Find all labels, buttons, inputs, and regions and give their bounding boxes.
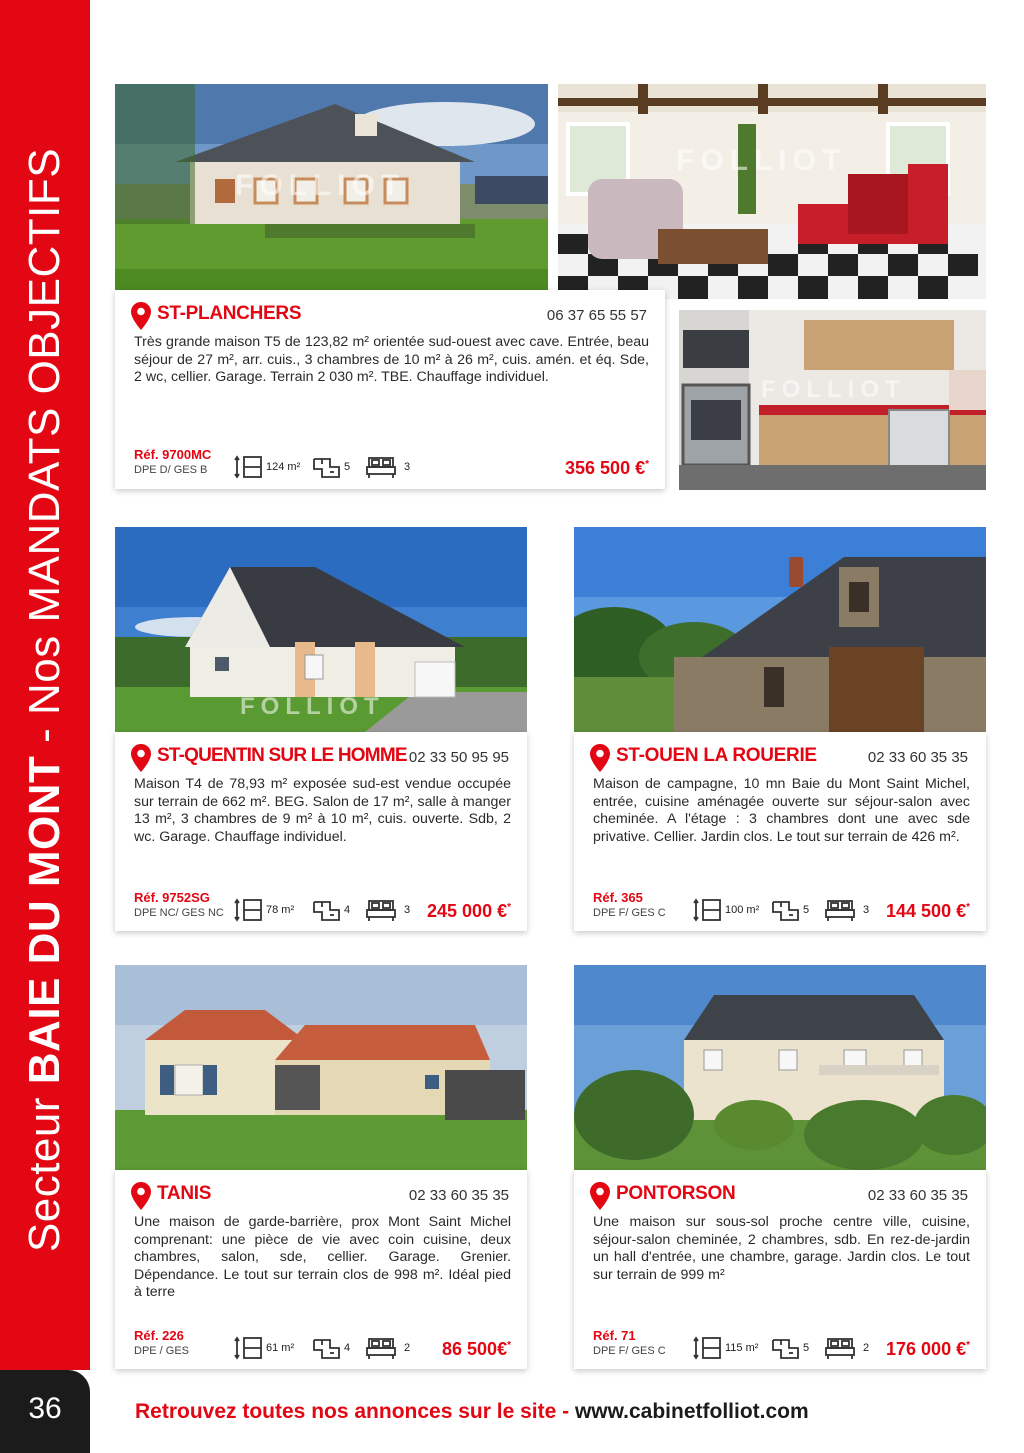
- listing-ref: Réf. 9752SG: [134, 890, 210, 905]
- location-pin-icon: [131, 744, 151, 772]
- surface-value: 100 m²: [725, 904, 760, 916]
- listing-price: [442, 1339, 511, 1360]
- listing-card-2[interactable]: [115, 732, 527, 931]
- sector-title: [20, 148, 70, 1252]
- listing-ref: Réf. 9700MC: [134, 447, 212, 462]
- rooms-icon: [771, 898, 801, 922]
- watermark: FOLLIOT: [676, 144, 847, 177]
- listing-city: ST-PLANCHERS: [157, 303, 302, 324]
- listing-4-photo-exterior: [115, 965, 527, 1170]
- listing-description: Une maison de garde-barrière, prox Mont Saint Michel comprenant: une pièce de vie avec coin cuisine, deux chambres, salon, sde, cellier. Garage. Grenier. Dépendance. Le tout sur terrain clos de 998 m². Idéal pied à terre: [134, 1214, 511, 1301]
- listing-1-photo-living-room: [558, 84, 986, 299]
- listing-ref: Réf. 365: [593, 890, 643, 905]
- surface-feature: [234, 898, 294, 922]
- bedrooms-value: 3: [404, 461, 411, 473]
- price-value: 176 000 €: [886, 1339, 967, 1359]
- listing-phone[interactable]: 02 33 50 95 95: [408, 749, 509, 766]
- surface-value: 78 m²: [266, 904, 295, 916]
- bedrooms-value: 3: [404, 904, 411, 916]
- rooms-value: 5: [803, 1342, 810, 1354]
- price-asterisk: *: [966, 902, 970, 913]
- bed-icon: [825, 898, 855, 922]
- bed-icon: [366, 1336, 396, 1360]
- surface-value: 115 m²: [725, 1342, 759, 1354]
- listing-city: TANIS: [157, 1183, 212, 1204]
- watermark: FOLLIOT: [761, 376, 906, 403]
- watermark: FOLLIOT: [240, 693, 385, 720]
- rooms-icon: [312, 455, 342, 479]
- surface-icon: [693, 1336, 723, 1360]
- location-pin-icon: [131, 1182, 151, 1210]
- listing-1-photo-kitchen: [679, 310, 986, 490]
- rooms-value: 5: [803, 904, 810, 916]
- listing-city: ST-QUENTIN SUR LE HOMME: [157, 745, 407, 766]
- bed-icon: [825, 1336, 855, 1360]
- surface-feature: [234, 1336, 294, 1360]
- listing-dpe: DPE F/ GES C: [593, 907, 666, 919]
- bed-icon: [366, 898, 396, 922]
- rooms-feature: [312, 1336, 350, 1360]
- listing-city: PONTORSON: [616, 1183, 736, 1204]
- price-asterisk: *: [645, 459, 649, 470]
- surface-feature: [693, 898, 759, 922]
- price-value: 356 500 €: [565, 458, 646, 478]
- listing-description: Une maison sur sous-sol proche centre ville, cuisine, séjour-salon cheminée, 2 chambres, sdb. En rez-de-jardin un hall d'entrée, une chambre, garage. Jardin clos. Le tout sur terrain de 999 m²: [593, 1214, 970, 1283]
- surface-icon: [234, 898, 264, 922]
- price-value: 86 500€: [442, 1339, 508, 1359]
- surface-icon: [234, 455, 264, 479]
- bedrooms-feature: [825, 1336, 869, 1360]
- bedrooms-feature: [366, 898, 410, 922]
- rooms-feature: [771, 1336, 809, 1360]
- rooms-feature: [771, 898, 809, 922]
- surface-feature: [693, 1336, 758, 1360]
- location-pin-icon: [590, 1182, 610, 1210]
- sector-suffix: - Nos MANDATS OBJECTIFS: [20, 147, 69, 756]
- listing-2-photo-exterior: [115, 527, 527, 732]
- rooms-value: 4: [344, 904, 351, 916]
- listing-dpe: DPE / GES: [134, 1345, 190, 1357]
- page-number: 36: [28, 1392, 62, 1425]
- location-pin-icon: [590, 744, 610, 772]
- bedrooms-value: 3: [863, 904, 870, 916]
- listing-card-1[interactable]: [115, 290, 665, 489]
- listing-city: ST-OUEN LA ROUERIE: [616, 745, 817, 766]
- listing-price: [565, 458, 649, 479]
- listing-price: [886, 901, 970, 922]
- price-value: 144 500 €: [886, 901, 967, 921]
- bedrooms-feature: [366, 1336, 410, 1360]
- listing-price: [427, 901, 511, 922]
- listing-dpe: DPE D/ GES B: [134, 464, 208, 476]
- price-asterisk: *: [966, 1340, 970, 1351]
- listing-description: Très grande maison T5 de 123,82 m² orientée sud-ouest avec cave. Entrée, beau séjour de 27 m², arr. cuis., 3 chambres de 10 m² à 26 m², cuis. amén. et éq. Sde, 2 wc, cellier. Garage. Terrain 2 030 m². TBE. Chauffage individuel.: [134, 334, 649, 386]
- rooms-icon: [312, 1336, 342, 1360]
- listing-ref: Réf. 226: [134, 1328, 184, 1343]
- listing-phone[interactable]: 02 33 60 35 35: [867, 1187, 968, 1204]
- rooms-value: 4: [344, 1342, 351, 1354]
- location-pin-icon: [131, 302, 151, 330]
- footer-link[interactable]: www.cabinetfolliot.com: [574, 1400, 809, 1423]
- rooms-icon: [312, 898, 342, 922]
- rooms-value: 5: [344, 461, 351, 473]
- listing-5-photo-exterior: [574, 965, 986, 1170]
- listing-description: Maison de campagne, 10 mn Baie du Mont Saint Michel, entrée, cuisine aménagée ouverte sur séjour-salon avec cheminée. A l'étage : 3 chambres dont une avec sde privative. Cellier. Jardin clos. Le tout sur terrain de 426 m².: [593, 776, 970, 845]
- listing-card-5[interactable]: [574, 1170, 986, 1369]
- listing-price: [886, 1339, 970, 1360]
- listing-dpe: DPE F/ GES C: [593, 1345, 666, 1357]
- listing-card-3[interactable]: [574, 732, 986, 931]
- rooms-feature: [312, 455, 350, 479]
- surface-value: 124 m²: [266, 461, 301, 473]
- bed-icon: [366, 455, 396, 479]
- price-asterisk: *: [507, 902, 511, 913]
- footer-text: Retrouvez toutes nos annonces sur le site -: [135, 1400, 575, 1423]
- listing-3-photo-exterior: [574, 527, 986, 732]
- listing-phone[interactable]: 02 33 60 35 35: [867, 749, 968, 766]
- listing-1-photo-exterior: [115, 84, 548, 299]
- listing-dpe: DPE NC/ GES NC: [134, 907, 224, 919]
- listing-phone[interactable]: 06 37 65 55 57: [546, 307, 647, 324]
- surface-feature: [234, 455, 300, 479]
- surface-value: 61 m²: [266, 1342, 295, 1354]
- surface-icon: [234, 1336, 264, 1360]
- listing-card-4[interactable]: [115, 1170, 527, 1369]
- sector-prefix: Secteur: [20, 1084, 69, 1253]
- rooms-icon: [771, 1336, 801, 1360]
- watermark: FOLLIOT: [235, 169, 406, 202]
- bedrooms-value: 2: [404, 1342, 411, 1354]
- bedrooms-feature: [366, 455, 410, 479]
- footer: [135, 1400, 809, 1424]
- price-asterisk: *: [507, 1340, 511, 1351]
- listing-phone[interactable]: 02 33 60 35 35: [408, 1187, 509, 1204]
- rooms-feature: [312, 898, 350, 922]
- bedrooms-value: 2: [863, 1342, 870, 1354]
- sector-name: BAIE DU MONT: [20, 755, 69, 1085]
- bedrooms-feature: [825, 898, 869, 922]
- listing-ref: Réf. 71: [593, 1328, 636, 1343]
- listing-description: Maison T4 de 78,93 m² exposée sud-est vendue occupée sur terrain de 662 m². BEG. Salon de 17 m², salle à manger 13 m², 3 chambres de 9 m² à 10 m², cuis. ouverte. Sdb, 2 wc. Garage. Chauffage individuel.: [134, 776, 511, 845]
- price-value: 245 000 €: [427, 901, 508, 921]
- surface-icon: [693, 898, 723, 922]
